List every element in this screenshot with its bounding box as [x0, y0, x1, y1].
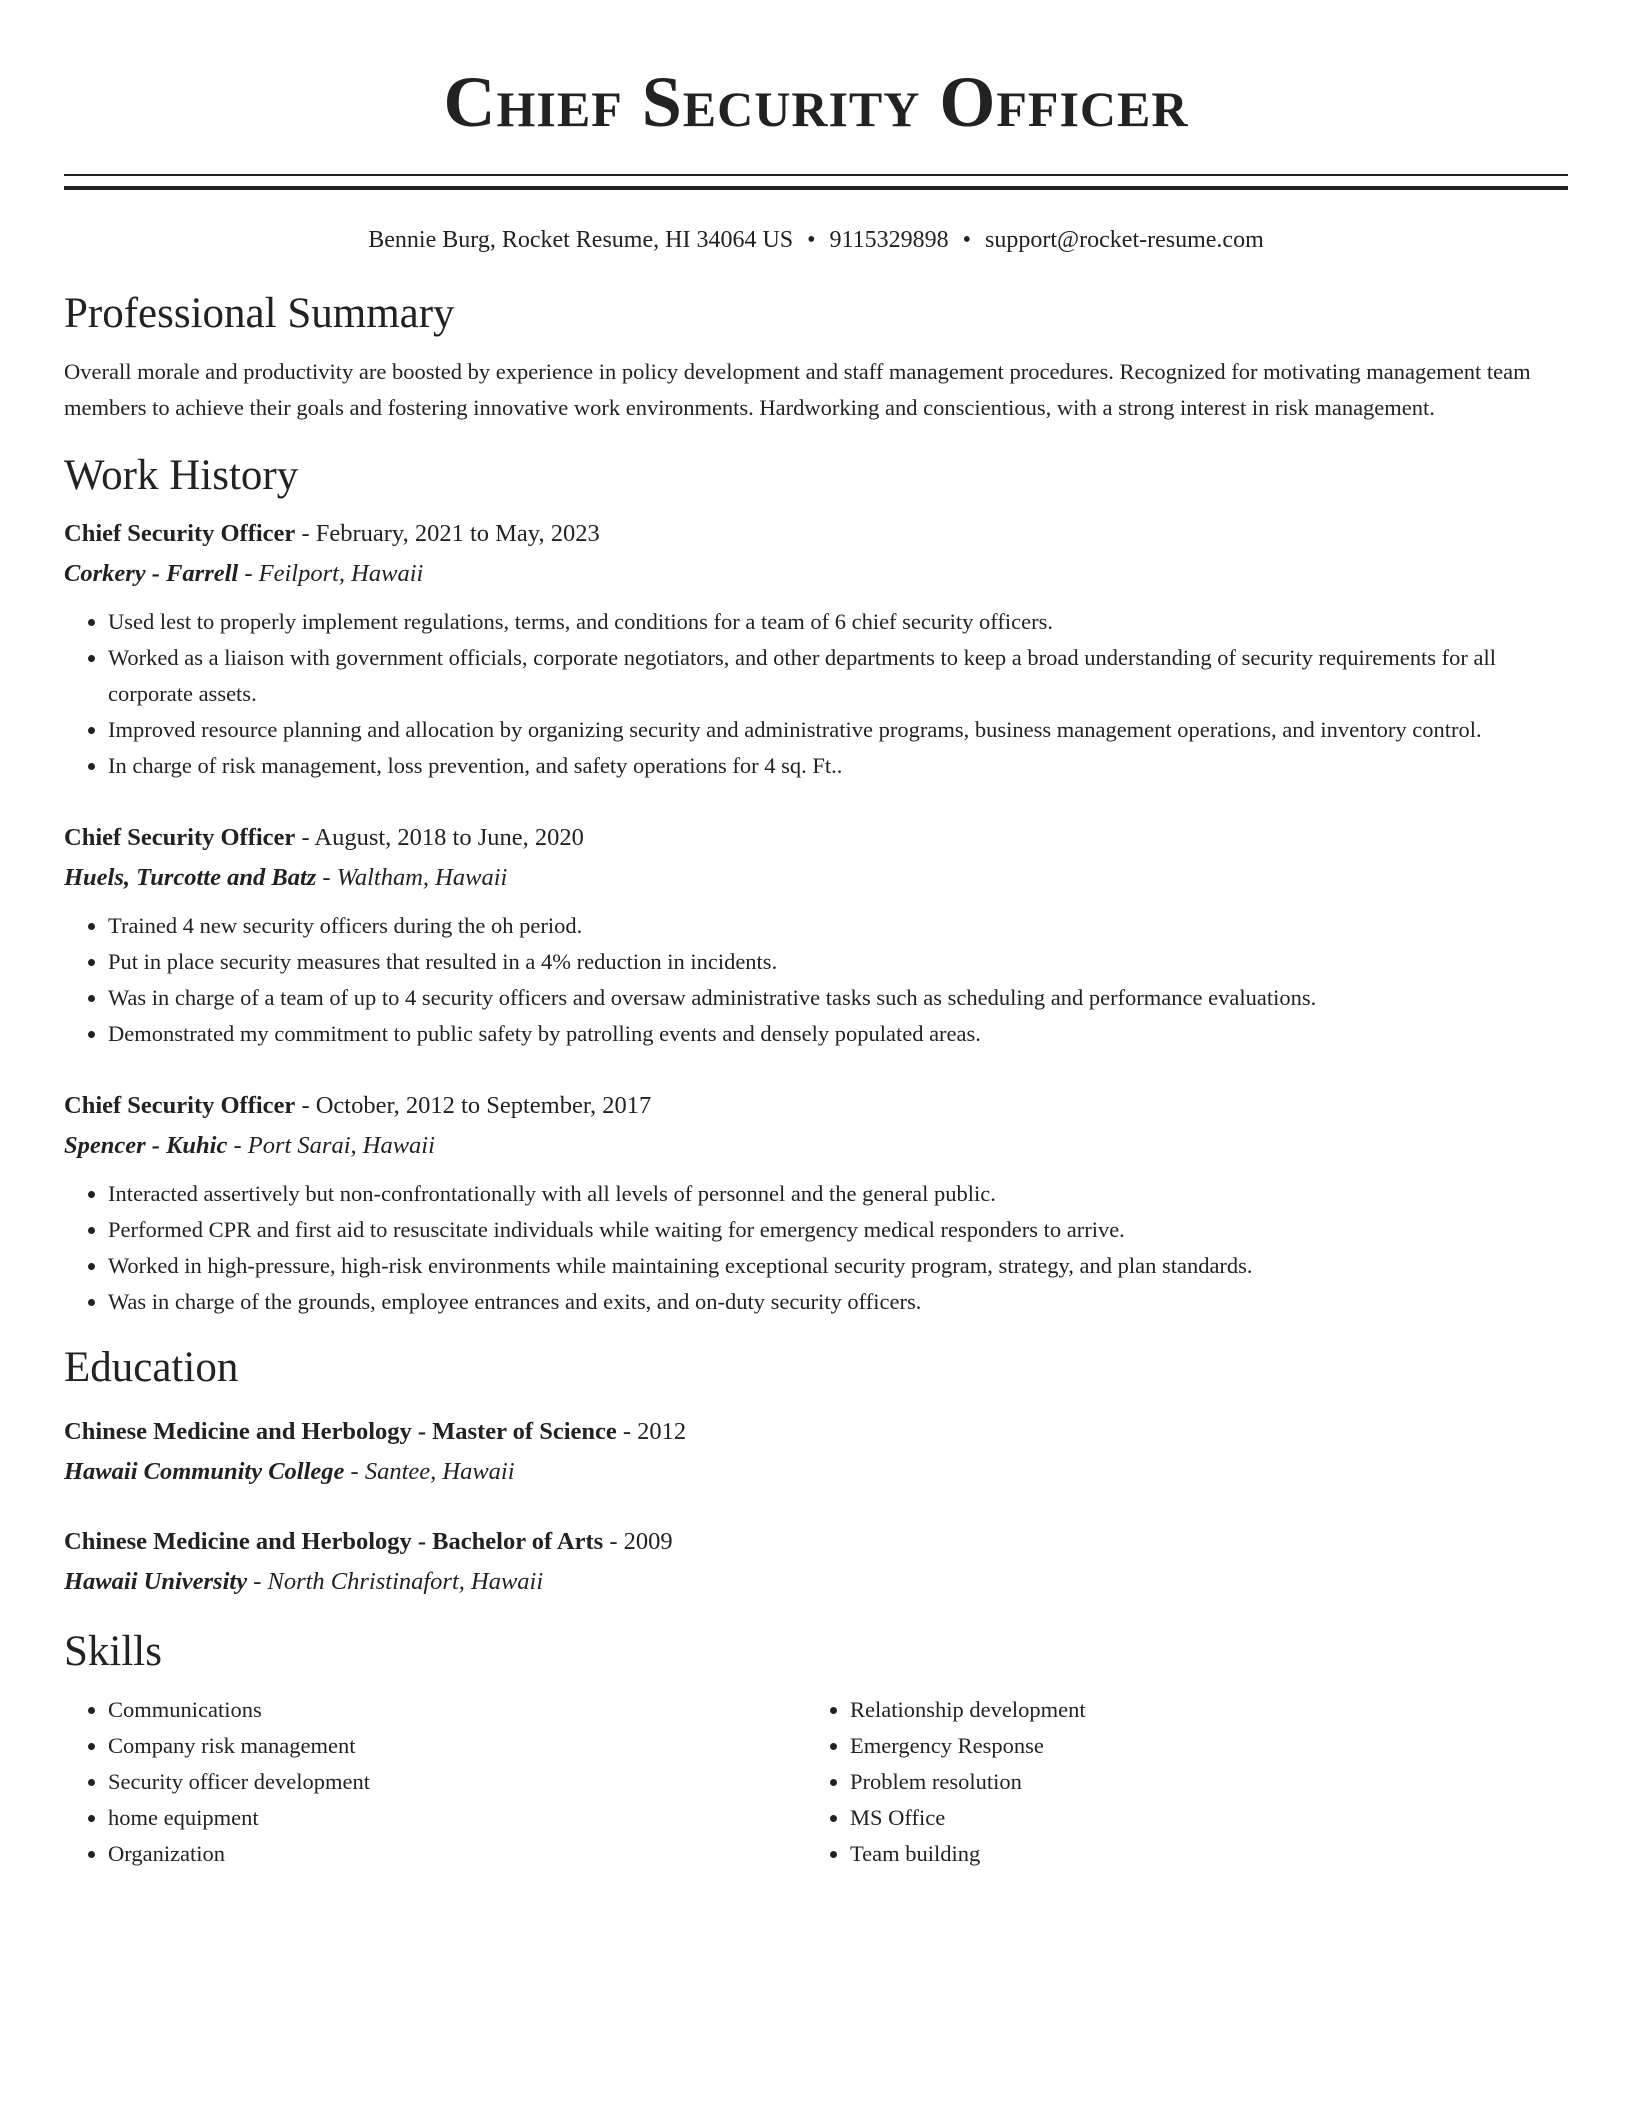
degree-line [64, 1412, 1568, 1452]
list-item: • Worked as a liaison with government officials, corporate negotiators, and other departments to keep a broad understanding of security requirements for all corporate assets. [108, 640, 1568, 712]
education-entry [64, 1412, 1568, 1492]
graduation-year: - 2009 [603, 1528, 673, 1555]
job-dates: - August, 2018 to June, 2020 [295, 824, 584, 851]
skill-item: • Team building [850, 1836, 1548, 1872]
job-location: - Port Sarai, Hawaii [227, 1132, 435, 1159]
skills-column-right [806, 1692, 1548, 1872]
list-item: • Was in charge of the grounds, employee entrances and exits, and on-duty security officers. [108, 1284, 1568, 1320]
skill-item: • Relationship development [850, 1692, 1548, 1728]
contact-separator: • [807, 227, 816, 253]
resume-title: Chief Security Officer [443, 62, 1189, 142]
list-item: • Worked in high-pressure, high-risk environments while maintaining exceptional security program, strategy, and plan standards. [108, 1248, 1568, 1284]
education-entry [64, 1522, 1568, 1602]
job-title: Chief Security Officer [64, 1092, 296, 1119]
job-company-line [64, 858, 1568, 898]
school-name: Hawaii University [64, 1568, 248, 1595]
list-item: • Improved resource planning and allocation by organizing security and administrative programs, business management operations, and inventory control. [108, 712, 1568, 748]
job-company: Huels, Turcotte and Batz [64, 864, 317, 891]
job-company-line [64, 554, 1568, 594]
job-title: Chief Security Officer [64, 824, 296, 851]
job-dates: - February, 2021 to May, 2023 [295, 520, 600, 547]
skill-item: • home equipment [108, 1800, 806, 1836]
school-name: Hawaii Community College [64, 1458, 345, 1485]
list-item: • Was in charge of a team of up to 4 security officers and oversaw administrative tasks such as scheduling and performance evaluations. [108, 980, 1568, 1016]
contact-line [64, 224, 1568, 256]
job-company-line [64, 1126, 1568, 1166]
skill-item: • Organization [108, 1836, 806, 1872]
work-history-heading: Work History [64, 452, 299, 499]
contact-email: support@rocket-resume.com [985, 227, 1264, 253]
job-duties [64, 604, 1568, 784]
degree-line [64, 1522, 1568, 1562]
job-title-line [64, 1086, 1568, 1126]
job-entry [64, 514, 1568, 784]
job-dates: - October, 2012 to September, 2017 [295, 1092, 652, 1119]
school-line [64, 1452, 1568, 1492]
list-item: • Interacted assertively but non-confrontationally with all levels of personnel and the general public. [108, 1176, 1568, 1212]
list-item: • Used lest to properly implement regulations, terms, and conditions for a team of 6 chief security officers. [108, 604, 1568, 640]
graduation-year: - 2012 [616, 1418, 687, 1445]
contact-address: Bennie Burg, Rocket Resume, HI 34064 US [368, 227, 794, 253]
skills-heading: Skills [64, 1628, 162, 1675]
job-location: - Feilport, Hawaii [238, 560, 424, 587]
contact-phone: 9115329898 [829, 227, 949, 253]
header-divider [64, 174, 1568, 190]
skill-item: • Emergency Response [850, 1728, 1548, 1764]
list-item: • Demonstrated my commitment to public safety by patrolling events and densely populated areas. [108, 1016, 1568, 1052]
skill-item: • Communications [108, 1692, 806, 1728]
school-location: - Santee, Hawaii [344, 1458, 515, 1485]
list-item: • Trained 4 new security officers during the oh period. [108, 908, 1568, 944]
job-company: Spencer - Kuhic [64, 1132, 228, 1159]
skills-list [64, 1692, 1568, 1872]
school-line [64, 1562, 1568, 1602]
job-company: Corkery - Farrell [64, 560, 239, 587]
job-title-line [64, 818, 1568, 858]
degree: Chinese Medicine and Herbology - Master of Science [64, 1418, 617, 1445]
skill-item: • MS Office [850, 1800, 1548, 1836]
school-location: - North Christinafort, Hawaii [247, 1568, 544, 1595]
skill-item: • Company risk management [108, 1728, 806, 1764]
list-item: • Performed CPR and first aid to resuscitate individuals while waiting for emergency medical responders to arrive. [108, 1212, 1568, 1248]
job-title-line [64, 514, 1568, 554]
skills-column-left [64, 1692, 806, 1872]
list-item: • In charge of risk management, loss prevention, and safety operations for 4 sq. Ft.. [108, 748, 1568, 784]
job-location: - Waltham, Hawaii [316, 864, 508, 891]
job-entry [64, 1086, 1568, 1320]
degree: Chinese Medicine and Herbology - Bachelor of Arts [64, 1528, 604, 1555]
job-title: Chief Security Officer [64, 520, 296, 547]
skill-item: • Security officer development [108, 1764, 806, 1800]
job-duties [64, 908, 1568, 1052]
skill-item: • Problem resolution [850, 1764, 1548, 1800]
list-item: • Put in place security measures that resulted in a 4% reduction in incidents. [108, 944, 1568, 980]
job-duties [64, 1176, 1568, 1320]
job-entry [64, 818, 1568, 1052]
contact-separator: • [962, 227, 972, 253]
summary-text: Overall morale and productivity are boosted by experience in policy development and staff management procedures. Recognized for motivating management team members to achieve their goals and fostering innovative work environments. Hardworking and conscientious, with a strong interest in risk management. [64, 359, 1531, 420]
summary-heading: Professional Summary [64, 290, 455, 337]
education-heading: Education [64, 1344, 239, 1391]
